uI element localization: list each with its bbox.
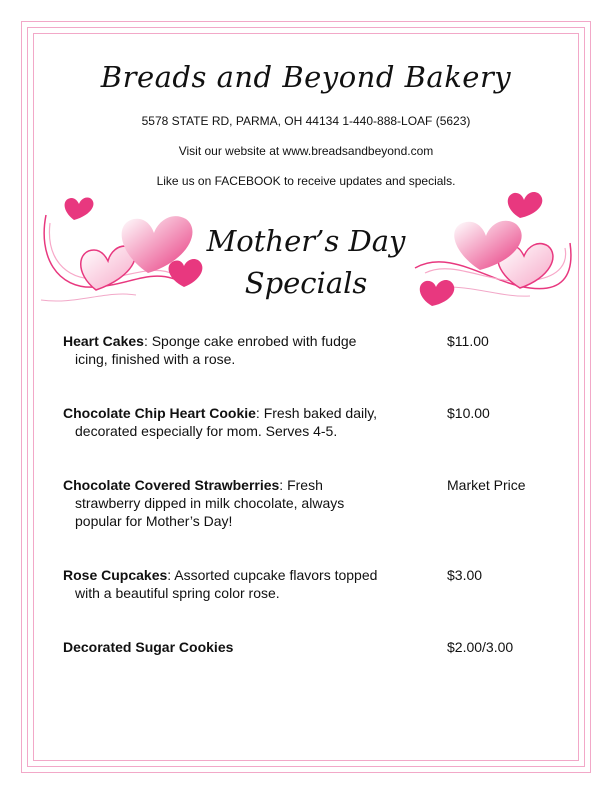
special-item-rose-cupcakes (63, 566, 438, 602)
item-name: Chocolate Chip Heart Cookie (63, 405, 256, 421)
item-name: Heart Cakes (63, 333, 144, 349)
specials-headline-line1: Mother’s Day (206, 224, 406, 258)
website-line: Visit our website at www.breadsandbeyond.com (178, 144, 434, 158)
facebook-line: Like us on FACEBOOK to receive updates and specials. (156, 174, 456, 188)
hearts-decoration-left (36, 195, 216, 315)
item-price: $3.00 (447, 567, 483, 583)
item-name: Rose Cupcakes (63, 567, 168, 583)
bakery-title: Breads and Beyond Bakery (100, 60, 512, 94)
item-description-first: : Sponge cake enrobed with fudge (143, 333, 357, 349)
item-price: $11.00 (447, 333, 489, 349)
item-description-first: : Fresh baked daily, (255, 405, 378, 421)
item-description-rest: with a beautiful spring color rose. (75, 585, 280, 601)
item-description-rest: decorated especially for mom. Serves 4-5. (75, 423, 338, 439)
special-item-chocolate-covered-strawberries (63, 476, 433, 530)
special-item-heart-cakes (63, 332, 438, 368)
item-price: $10.00 (447, 405, 490, 421)
item-description-first: : Fresh (279, 477, 323, 493)
hearts-decoration-right (410, 188, 580, 313)
specials-headline-line2: Specials (244, 266, 368, 300)
item-description-rest: strawberry dipped in milk chocolate, always popular for Mother’s Day! (75, 495, 345, 529)
special-item-chocolate-chip-heart-cookie (63, 404, 438, 440)
address-line: 5578 STATE RD, PARMA, OH 44134 1-440-888-LOAF (5623) (141, 114, 471, 128)
item-description-first: : Assorted cupcake flavors topped (167, 567, 378, 583)
item-name: Chocolate Covered Strawberries (63, 477, 280, 493)
item-name: Decorated Sugar Cookies (63, 639, 234, 655)
item-price: Market Price (447, 477, 526, 493)
special-item-decorated-sugar-cookies (63, 638, 438, 656)
item-description-rest: icing, finished with a rose. (75, 351, 236, 367)
item-price: $2.00/3.00 (447, 639, 514, 655)
